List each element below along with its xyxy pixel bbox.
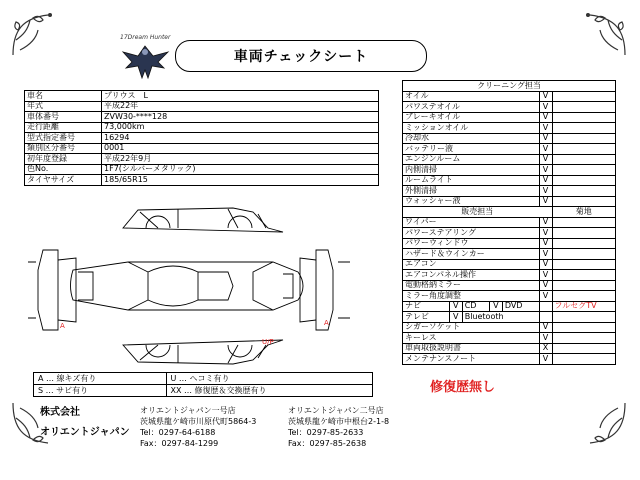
vehicle-value: 185/65R15 bbox=[102, 175, 379, 186]
check-item-label: ルームライト bbox=[403, 175, 540, 186]
corner-ornament-icon bbox=[575, 400, 630, 448]
check-mark: V bbox=[539, 217, 552, 228]
table-row bbox=[403, 102, 616, 113]
repair-history-note: 修復歴無し bbox=[430, 380, 496, 395]
company-line: 株式会社 bbox=[40, 407, 80, 418]
check-item-label: ブレーキオイル bbox=[403, 112, 540, 123]
table-row bbox=[403, 133, 616, 144]
check-mark: V bbox=[449, 301, 462, 312]
store-tel: Tel：0297-85-2633 bbox=[288, 428, 364, 437]
vehicle-label: 色No. bbox=[25, 164, 102, 175]
table-row bbox=[403, 249, 616, 260]
check-item-label: パワーウィンドウ bbox=[403, 238, 540, 249]
table-row bbox=[403, 354, 616, 365]
table-row bbox=[34, 373, 373, 385]
eagle-logo-icon bbox=[118, 34, 173, 84]
table-row bbox=[403, 228, 616, 239]
check-mark: V bbox=[539, 112, 552, 123]
check-mark: V bbox=[539, 144, 552, 155]
check-item-label: メンテナンスノート bbox=[403, 354, 540, 365]
check-item-label: エンジンルーム bbox=[403, 154, 540, 165]
cd-label: CD bbox=[462, 301, 489, 312]
check-item-label: 外側清掃 bbox=[403, 186, 540, 197]
store-tel: Tel：0297-64-6188 bbox=[140, 428, 216, 437]
table-row bbox=[25, 133, 379, 144]
damage-mark: A bbox=[324, 319, 329, 327]
table-row bbox=[403, 186, 616, 197]
vehicle-value: 平成22年9月 bbox=[102, 154, 379, 165]
sales-header: 販売担当 bbox=[403, 207, 553, 218]
vehicle-value: プリウス L bbox=[102, 91, 379, 102]
vehicle-label: タイヤサイズ bbox=[25, 175, 102, 186]
vehicle-label: 年式 bbox=[25, 101, 102, 112]
table-row bbox=[403, 123, 616, 134]
corner-ornament-icon bbox=[575, 10, 630, 58]
check-item-label: パワステオイル bbox=[403, 102, 540, 113]
check-item-label: パワーステアリング bbox=[403, 228, 540, 239]
company-name bbox=[40, 403, 130, 443]
check-mark: V bbox=[539, 238, 552, 249]
store-name: オリエントジャパン二号店 bbox=[288, 406, 384, 415]
check-mark: V bbox=[539, 291, 552, 302]
table-row bbox=[403, 301, 616, 312]
table-row bbox=[403, 291, 616, 302]
table-row bbox=[403, 343, 616, 354]
legend-item: XX … 修復歴＆交換歴有り bbox=[166, 385, 373, 397]
check-mark: V bbox=[539, 175, 552, 186]
vehicle-value: ZVW30-****128 bbox=[102, 112, 379, 123]
nav-label: ナビ bbox=[403, 301, 450, 312]
table-row bbox=[403, 81, 616, 92]
damage-legend bbox=[33, 372, 373, 397]
check-mark: V bbox=[539, 154, 552, 165]
check-item-label: 車両取扱説明書 bbox=[403, 343, 540, 354]
vehicle-value: 0001 bbox=[102, 143, 379, 154]
table-row bbox=[25, 154, 379, 165]
check-mark: V bbox=[539, 259, 552, 270]
check-mark: V bbox=[539, 322, 552, 333]
check-item-label: オイル bbox=[403, 91, 540, 102]
table-row bbox=[25, 91, 379, 102]
fullseg-tv-note: フルセグTV bbox=[552, 301, 615, 312]
table-row bbox=[403, 259, 616, 270]
check-item-label: バッテリー液 bbox=[403, 144, 540, 155]
table-row bbox=[25, 112, 379, 123]
check-item-label: ハザード＆ウインカー bbox=[403, 249, 540, 260]
check-mark: V bbox=[539, 91, 552, 102]
check-item-label: 内側清掃 bbox=[403, 165, 540, 176]
check-item-label: エアコン bbox=[403, 259, 540, 270]
store-name: オリエントジャパン一号店 bbox=[140, 406, 236, 415]
logo-text: 17Dream Hunter bbox=[120, 34, 171, 41]
table-row bbox=[403, 270, 616, 281]
check-mark: V bbox=[539, 249, 552, 260]
table-row bbox=[403, 238, 616, 249]
store-address: 茨城県龍ケ崎市川原代町5864-3 bbox=[140, 417, 257, 426]
damage-mark: A bbox=[60, 322, 65, 330]
page-title: 車両チェックシート bbox=[175, 40, 427, 72]
sales-staff-name: 菊地 bbox=[552, 207, 615, 218]
store-fax: Fax：0297-84-1299 bbox=[140, 439, 219, 448]
vehicle-value: 1F7(シルバーメタリック) bbox=[102, 164, 379, 175]
store2-info bbox=[288, 405, 389, 449]
check-item-label: キーレス bbox=[403, 333, 540, 344]
vehicle-label: 型式指定番号 bbox=[25, 133, 102, 144]
table-row bbox=[403, 333, 616, 344]
check-item-label: ミッションオイル bbox=[403, 123, 540, 134]
car-damage-diagram bbox=[28, 200, 358, 370]
table-row bbox=[403, 175, 616, 186]
vehicle-label: 走行距離 bbox=[25, 122, 102, 133]
table-row bbox=[25, 122, 379, 133]
vehicle-info-table bbox=[24, 90, 379, 186]
check-mark: V bbox=[539, 280, 552, 291]
vehicle-label: 車体番号 bbox=[25, 112, 102, 123]
check-mark: V bbox=[539, 102, 552, 113]
store-fax: Fax：0297-85-2638 bbox=[288, 439, 367, 448]
checklist-table bbox=[402, 80, 616, 365]
check-mark: V bbox=[539, 133, 552, 144]
bluetooth-label: Bluetooth bbox=[462, 312, 539, 323]
check-mark: V bbox=[539, 270, 552, 281]
vehicle-value: 16294 bbox=[102, 133, 379, 144]
table-row bbox=[25, 164, 379, 175]
vehicle-value: 73,000km bbox=[102, 122, 379, 133]
check-item-label: 冷却水 bbox=[403, 133, 540, 144]
check-mark: V bbox=[539, 186, 552, 197]
check-mark: V bbox=[539, 123, 552, 134]
table-row bbox=[403, 91, 616, 102]
check-mark: V bbox=[449, 312, 462, 323]
check-mark: V bbox=[539, 354, 552, 365]
corner-ornament-icon bbox=[8, 10, 63, 58]
check-mark: V bbox=[539, 165, 552, 176]
check-mark: X bbox=[539, 343, 552, 354]
vehicle-label: 車名 bbox=[25, 91, 102, 102]
check-item-label: ウォッシャー液 bbox=[403, 196, 540, 207]
company-line: オリエントジャパン bbox=[40, 427, 130, 438]
vehicle-value: 平成22年 bbox=[102, 101, 379, 112]
store-address: 茨城県龍ケ崎市中根台2-1-8 bbox=[288, 417, 390, 426]
table-row bbox=[403, 144, 616, 155]
damage-mark: U/P bbox=[262, 338, 274, 346]
check-item-label: ワイパー bbox=[403, 217, 540, 228]
cleaning-header: クリーニング担当 bbox=[403, 81, 616, 92]
table-row bbox=[25, 143, 379, 154]
table-row bbox=[403, 207, 616, 218]
legend-item: A … 線キズ有り bbox=[34, 373, 167, 385]
vehicle-label: 初年度登録 bbox=[25, 154, 102, 165]
table-row bbox=[403, 280, 616, 291]
tv-label: テレビ bbox=[403, 312, 450, 323]
legend-item: U … ヘコミ有り bbox=[166, 373, 373, 385]
legend-item: S … サビ有り bbox=[34, 385, 167, 397]
table-row bbox=[25, 101, 379, 112]
company-logo bbox=[118, 34, 173, 84]
check-item-label: シガーソケット bbox=[403, 322, 540, 333]
table-row bbox=[403, 322, 616, 333]
table-row bbox=[403, 217, 616, 228]
table-row bbox=[403, 312, 616, 323]
check-mark: V bbox=[489, 301, 502, 312]
check-item-label: 電動格納ミラー bbox=[403, 280, 540, 291]
table-row bbox=[25, 175, 379, 186]
table-row bbox=[34, 385, 373, 397]
vehicle-label: 類別区分番号 bbox=[25, 143, 102, 154]
dvd-label: DVD bbox=[502, 301, 539, 312]
check-item-label: エアコンパネル操作 bbox=[403, 270, 540, 281]
table-row bbox=[403, 154, 616, 165]
check-mark: V bbox=[539, 228, 552, 239]
table-row bbox=[403, 165, 616, 176]
table-row bbox=[403, 196, 616, 207]
check-mark: V bbox=[539, 333, 552, 344]
check-mark: V bbox=[539, 196, 552, 207]
check-item-label: ミラー角度調整 bbox=[403, 291, 540, 302]
table-row bbox=[403, 112, 616, 123]
store1-info bbox=[140, 405, 256, 449]
